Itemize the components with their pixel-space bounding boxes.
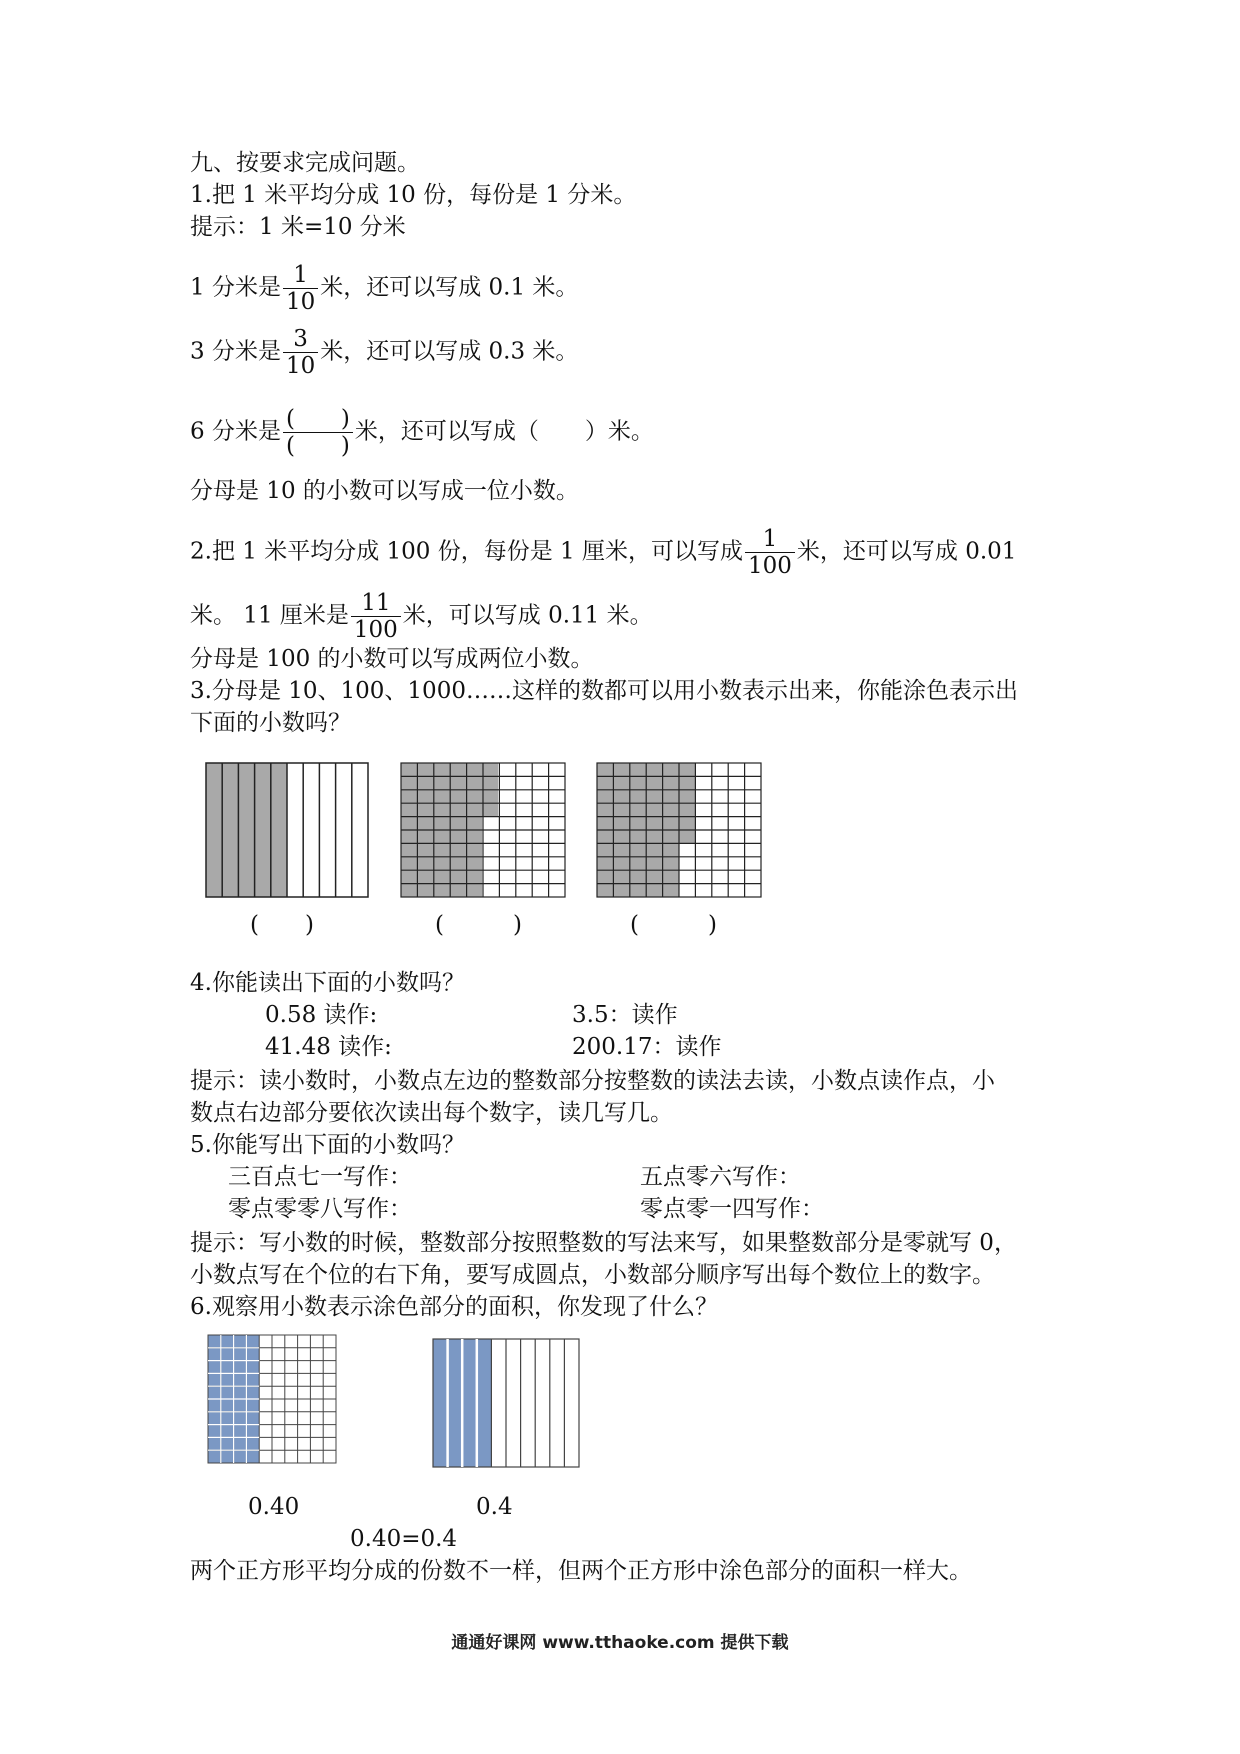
q5-title: 5.你能写出下面的小数吗？ xyxy=(190,1132,465,1158)
q1-row-c-post: 米，还可以写成（ ）米。 xyxy=(354,418,654,445)
section-title: 九、按要求完成问题。 xyxy=(190,150,420,176)
q1-row-a xyxy=(190,262,578,315)
q2-line2-pre: 米。 11 厘米是 xyxy=(190,602,349,629)
q5-item-4: 零点零一四写作： xyxy=(640,1196,824,1222)
q4-hint-1: 提示：读小数时，小数点左边的整数部分按整数的读法去读，小数点读作点，小 xyxy=(190,1068,995,1094)
fraction-denominator: 10 xyxy=(285,289,316,315)
q5-item-3: 零点零零八写作： xyxy=(228,1196,412,1222)
q1-line1: 1.把 1 米平均分成 10 份，每份是 1 分米。 xyxy=(190,182,637,208)
q4-item-1: 0.58 读作: xyxy=(265,1002,378,1028)
q4-title: 4.你能读出下面的小数吗？ xyxy=(190,970,465,996)
fraction-numerator-blank: ( ) xyxy=(283,406,353,433)
q3-blank-3[interactable]: ( ) xyxy=(630,912,717,938)
fraction-11-100 xyxy=(351,590,401,643)
q3-blank-1[interactable]: ( ) xyxy=(250,912,314,938)
fraction-denominator: 100 xyxy=(353,617,398,643)
q2-conclusion: 分母是 100 的小数可以写成两位小数。 xyxy=(190,646,594,672)
fraction-denominator-blank: ( ) xyxy=(285,433,350,459)
q5-hint-1: 提示：写小数的时候，整数部分按照整数的写法来写，如果整数部分是零就写 0， xyxy=(190,1230,1017,1256)
fraction-blank xyxy=(283,406,353,459)
q2-line1-post: 米，还可以写成 0.01 xyxy=(796,538,1017,565)
q4-item-3: 41.48 读作: xyxy=(265,1034,392,1060)
grid-tenths xyxy=(205,762,369,898)
q4-item-2: 3.5：读作 xyxy=(572,1002,678,1028)
q2-line2 xyxy=(190,590,653,643)
q3-line2: 下面的小数吗？ xyxy=(190,710,351,736)
grid-hundredths-b xyxy=(596,762,762,898)
grid-four-tenths xyxy=(432,1338,580,1468)
q6-conclusion: 两个正方形平均分成的份数不一样，但两个正方形中涂色部分的面积一样大。 xyxy=(190,1558,972,1584)
q5-hint-2: 小数点写在个位的右下角，要写成圆点，小数部分顺序写出每个数位上的数字。 xyxy=(190,1262,995,1288)
q3-blank-2[interactable]: ( ) xyxy=(435,912,522,938)
fraction-numerator: 11 xyxy=(351,590,401,617)
q1-row-b-pre: 3 分米是 xyxy=(190,338,281,365)
grid-hundredths-a xyxy=(400,762,566,898)
q1-row-b-post: 米，还可以写成 0.3 米。 xyxy=(320,338,579,365)
fraction-numerator: 1 xyxy=(745,526,795,553)
fraction-1-100 xyxy=(745,526,795,579)
q2-line1-pre: 2.把 1 米平均分成 100 份，每份是 1 厘米，可以写成 xyxy=(190,538,743,565)
q6-label-left: 0.40 xyxy=(248,1494,300,1520)
q1-row-c xyxy=(190,406,654,459)
fraction-numerator: 1 xyxy=(283,262,318,289)
q1-row-a-post: 米，还可以写成 0.1 米。 xyxy=(320,274,579,301)
q5-item-1: 三百点七一写作： xyxy=(228,1164,412,1190)
q4-hint-2: 数点右边部分要依次读出每个数字，读几写几。 xyxy=(190,1100,673,1126)
fraction-denominator: 100 xyxy=(747,553,792,579)
fraction-numerator: 3 xyxy=(283,326,318,353)
q3-line1: 3.分母是 10、100、1000……这样的数都可以用小数表示出来，你能涂色表示出 xyxy=(190,678,1018,704)
fraction-denominator: 10 xyxy=(285,353,316,379)
q1-row-a-pre: 1 分米是 xyxy=(190,274,281,301)
q6-label-right: 0.4 xyxy=(476,1494,513,1520)
fraction-3-10 xyxy=(283,326,318,379)
q4-item-4: 200.17：读作 xyxy=(572,1034,722,1060)
q1-hint: 提示：1 米=10 分米 xyxy=(190,214,406,240)
grid-forty-hundredths xyxy=(207,1334,337,1464)
q1-row-c-pre: 6 分米是 xyxy=(190,418,281,445)
q2-line2-post: 米，可以写成 0.11 米。 xyxy=(402,602,653,629)
fraction-1-10 xyxy=(283,262,318,315)
q2-line1 xyxy=(190,526,1016,579)
q1-row-b xyxy=(190,326,578,379)
q6-title: 6.观察用小数表示涂色部分的面积，你发现了什么？ xyxy=(190,1294,718,1320)
q5-item-2: 五点零六写作： xyxy=(640,1164,801,1190)
q1-conclusion: 分母是 10 的小数可以写成一位小数。 xyxy=(190,478,579,504)
footer-source: 通通好课网 www.tthaoke.com 提供下载 xyxy=(451,1633,789,1653)
q6-equation: 0.40=0.4 xyxy=(350,1526,458,1552)
